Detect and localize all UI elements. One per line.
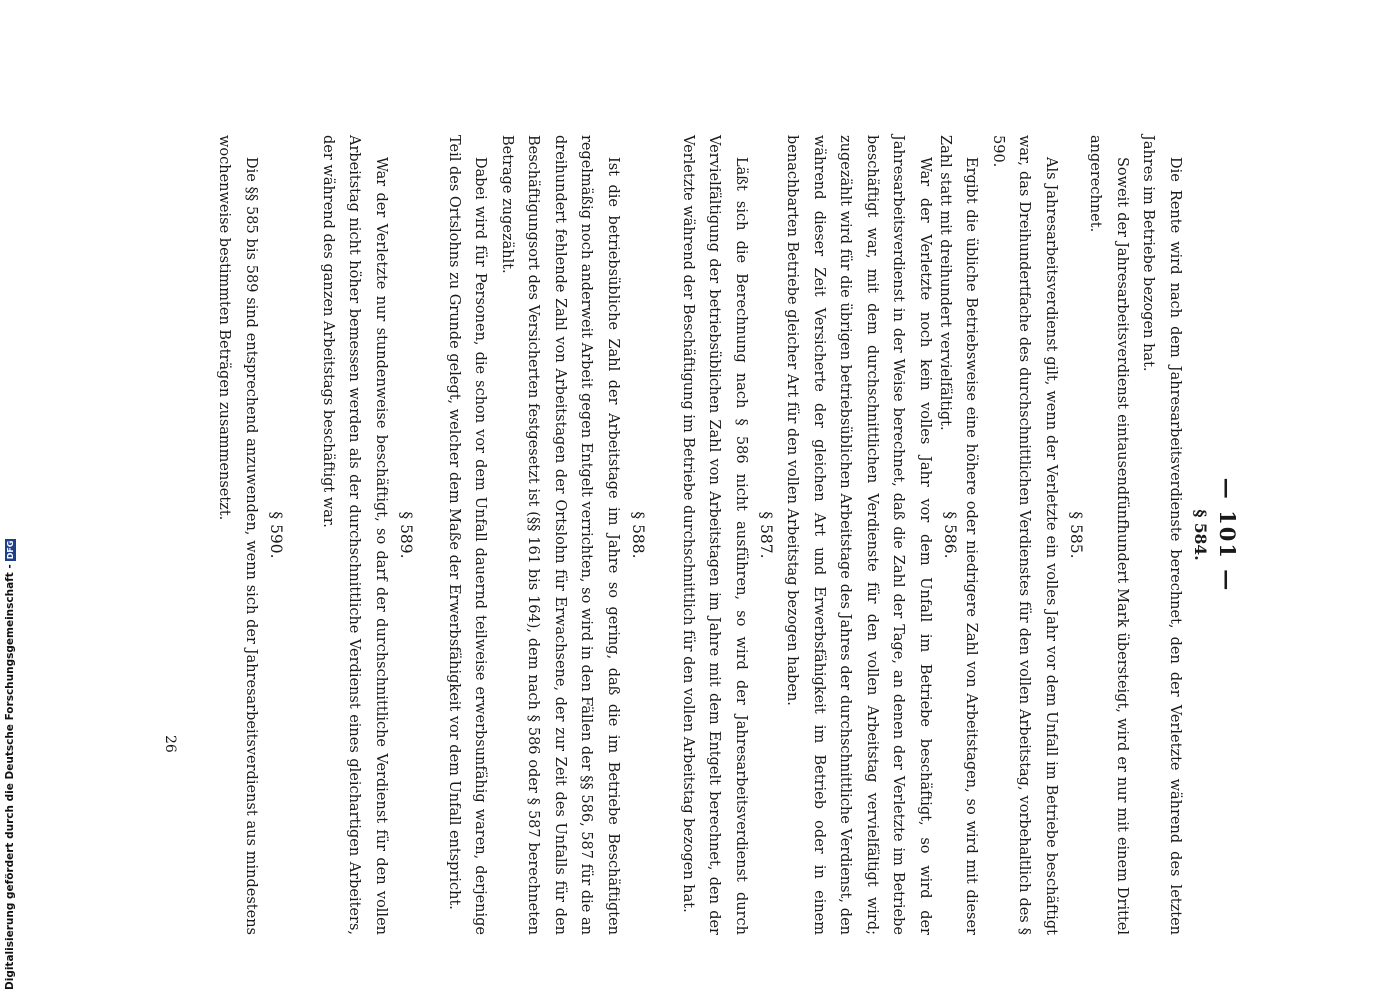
paragraph: Ist die betriebsübliche Zahl der Arbeitstage im Jahre so gering, daß die im Betriebe Beschäftigten regelmäßig noch anderweit Arbeit gegen Entgelt verrichten, so wird in den Fällen der §§ 586, 587 für die an dreihundert fehlende Zahl von Arbeitstagen der Ortslohn für Erwachsene, der zur Zeit des Unfalls für den Beschäftigungsort des Versicherten festgesetzt ist (§§ 161 bis 164), dem nach § 586 oder § 587 berechneten Betrage zugezählt.	[499, 135, 621, 935]
section-heading: § 590.	[267, 511, 285, 559]
section-589	[315, 135, 419, 935]
section-heading: § 586.	[941, 511, 959, 559]
signature-mark: 26	[162, 735, 178, 753]
credit-text: Digitalisierung gefördert durch die Deutsche Forschungsgemeinschaft -	[4, 564, 16, 990]
section-heading: § 585.	[1067, 511, 1085, 559]
section-heading: § 587.	[757, 511, 775, 559]
paragraph: Als Jahresarbeitsverdienst gilt, wenn der Verletzte ein volles Jahr vor dem Unfall im Betriebe beschäftigt war, das Dreihundertfache des durchschnittlichen Verdienstes für den vollen Arbeitstag, vorbehaltlich des § 590.	[990, 135, 1059, 935]
paragraph: War der Verletzte nur stundenweise beschäftigt, so darf der durchschnittliche Verdienst für den vollen Arbeitstag nicht höher bemessen werden als der durchschnittliche Verdienst eines gleichartigen Arbeiters, der während des ganzen Arbeitstags beschäftigt war.	[320, 135, 389, 935]
paragraph: Ergibt die übliche Betriebsweise eine höhere oder niedrigere Zahl von Arbeitstagen, so wird mit dieser Zahl statt mit dreihundert vervielfältigt.	[937, 135, 980, 935]
section-heading: § 584.	[1191, 509, 1210, 561]
section-586	[779, 135, 962, 935]
rotated-page	[140, 135, 1240, 935]
section-584	[1082, 135, 1212, 935]
digitization-credit	[4, 540, 16, 990]
paragraph: War der Verletzte noch kein volles Jahr vor dem Unfall im Betriebe beschäftigt, so wird der Jahresarbeitsverdienst in der Weise berechnet, daß die Zahl der Tage, an denen der Verletzte im Betriebe beschäftigt war, mit dem durchschnittlichen Verdienste für den vollen Arbeitstag vervielfältigt wird; zugezählt wird für die übrigen betriebsüblichen Arbeitstage des Jahres der durchschnittliche Verdienst, den während dieser Zeit Versicherte der gleichen Art und Erwerbsfähigkeit im Betrieb oder in einem benachbarten Betriebe gleicher Art für den vollen Arbeitstag bezogen haben.	[784, 135, 933, 935]
paragraph: Die Rente wird nach dem Jahresarbeitsverdienste berechnet, den der Verletzte während des letzten Jahres im Betriebe bezogen hat.	[1140, 135, 1183, 935]
dfg-logo: DFG	[5, 540, 15, 560]
section-heading: § 589.	[397, 511, 415, 559]
paragraph: Läßt sich die Berechnung nach § 586 nicht ausführen, so wird der Jahresarbeitsverdienst durch Vervielfältigung der betriebsüblichen Zahl von Arbeitstagen im Jahre mit dem Entgelt berechnet, den der Verletzte während der Beschäftigung im Betriebe durchschnittlich für den vollen Arbeitstag bezogen hat.	[680, 135, 749, 935]
paragraph: Dabei wird für Personen, die schon vor dem Unfall dauernd teilweise erwerbsunfähig waren, derjenige Teil des Ortslohns zu Grunde gelegt, welcher dem Maße der Erwerbsfähigkeit vor dem Unfall entspricht.	[446, 135, 489, 935]
section-heading: § 588.	[629, 511, 647, 559]
paragraph: Die §§ 585 bis 589 sind entsprechend anzuwenden, wenn sich der Jahresarbeitsverdienst aus mindestens wochenweise bestimmten Beträgen zusammensetzt.	[216, 135, 259, 935]
section-588	[441, 135, 651, 935]
page-number: — 101 —	[1215, 477, 1240, 593]
paragraph: Soweit der Jahresarbeitsverdienst eintausendfünfhundert Mark übersteigt, wird er nur mit einem Drittel angerechnet.	[1087, 135, 1130, 935]
section-590	[211, 135, 288, 935]
section-587	[675, 135, 779, 935]
